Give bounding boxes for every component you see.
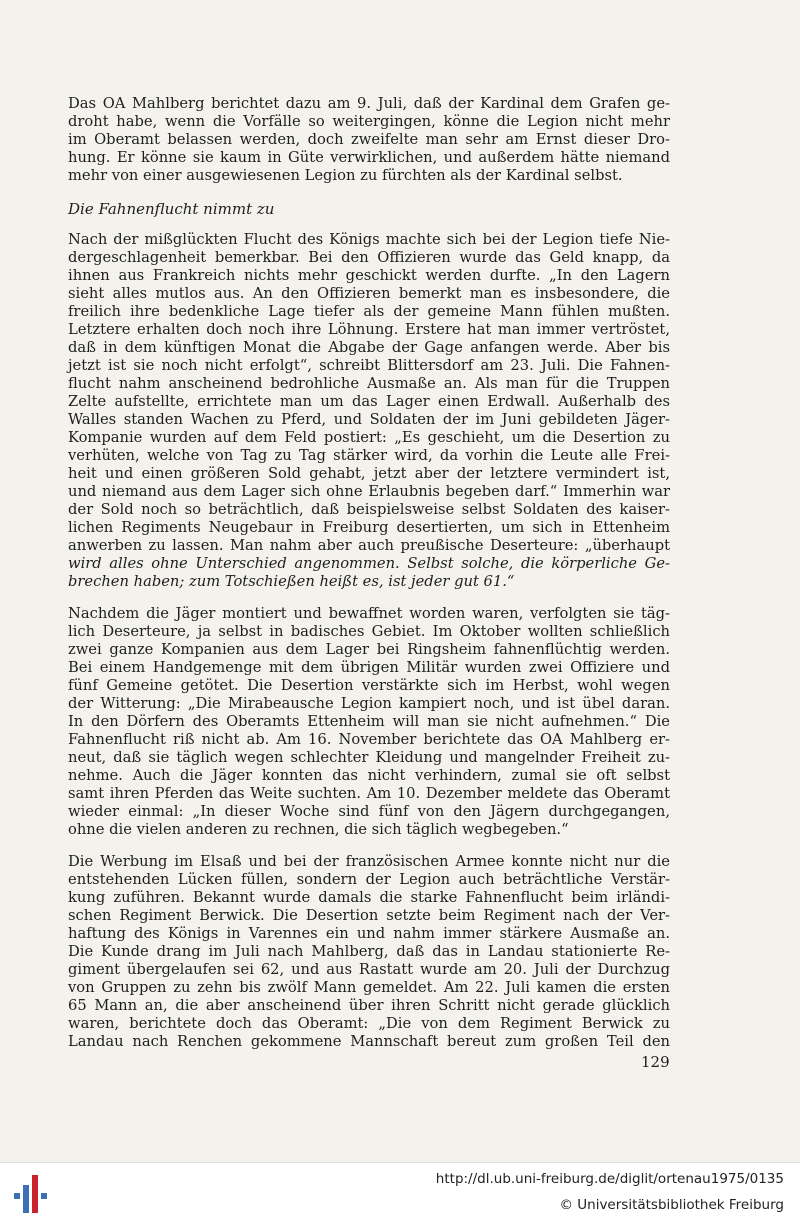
text-line: Zelte aufstellte, errichtete man um das Lager einen Erdwall. Außerhalb des (68, 393, 670, 410)
text-line: haftung des Königs in Varennes ein und nahm immer stärkere Ausmaße an. (68, 925, 670, 942)
text-line: giment übergelaufen sei 62, und aus Rastatt wurde am 20. Juli der Durchzug (68, 961, 670, 978)
text-line: entstehenden Lücken füllen, sondern der Legion auch beträchtliche Verstär- (68, 871, 670, 888)
text-line: flucht nahm anscheinend bedrohliche Ausmaße an. Als man für die Truppen (68, 375, 670, 392)
text-line: Bei einem Handgemenge mit dem übrigen Militär wurden zwei Offiziere und (68, 659, 670, 676)
text-line: brechen haben; zum Totschießen heißt es, ist jeder gut 61.“ (68, 573, 515, 590)
text-line: wieder einmal: „In dieser Woche sind fünf von den Jägern durchgegangen, (68, 803, 670, 820)
text-line: waren, berichtete doch das Oberamt: „Die von dem Regiment Berwick zu (68, 1015, 670, 1032)
text-line: Die Kunde drang im Juli nach Mahlberg, daß das in Landau stationierte Re- (68, 943, 670, 960)
text-line: hung. Er könne sie kaum in Güte verwirklichen, und außerdem hätte niemand (68, 149, 670, 166)
text-line: fünf Gemeine getötet. Die Desertion verstärkte sich im Herbst, wohl wegen (68, 677, 670, 694)
text-line: sieht alles mutlos aus. An den Offizieren bemerkt man es insbesondere, die (68, 285, 670, 302)
text-line: lichen Regiments Neugebaur in Freiburg desertierten, um sich in Ettenheim (68, 519, 670, 536)
footer-copyright: © Universitätsbibliothek Freiburg (559, 1197, 784, 1213)
text-line: Fahnenflucht riß nicht ab. Am 16. November berichtete das OA Mahlberg er- (68, 731, 670, 748)
text-line: neut, daß sie täglich wegen schlechter Kleidung und mangelnder Freiheit zu- (68, 749, 670, 766)
footer-bar (0, 1162, 800, 1221)
text-line: 65 Mann an, die aber anscheinend über ihren Schritt nicht gerade glücklich (68, 997, 670, 1014)
text-line: Walles standen Wachen zu Pferd, und Soldaten der im Juni gebildeten Jäger- (68, 411, 670, 428)
text-line: wird alles ohne Unterschied angenommen. Selbst solche, die körperliche Ge- (68, 555, 670, 572)
text-line: Kompanie wurden auf dem Feld postiert: „Es geschieht, um die Desertion zu (68, 429, 670, 446)
text-line: daß in dem künftigen Monat die Abgabe der Gage anfangen werde. Aber bis (68, 339, 670, 356)
text-line: freilich ihre bedenkliche Lage tiefer als der gemeine Mann fühlen mußten. (68, 303, 670, 320)
text-line: In den Dörfern des Oberamts Ettenheim will man sie nicht aufnehmen.“ Die (68, 713, 670, 730)
text-line: jetzt ist sie noch nicht erfolgt“, schreibt Blittersdorf am 23. Juli. Die Fahnen- (68, 357, 670, 374)
page-number: 129 (641, 1053, 670, 1071)
text-line: samt ihren Pferden das Weite suchten. Am 10. Dezember meldete das Oberamt (68, 785, 670, 802)
text-line: Die Werbung im Elsaß und bei der französischen Armee konnte nicht nur die (68, 853, 670, 870)
text-line: verhüten, welche von Tag zu Tag stärker wird, da vorhin die Leute alle Frei- (68, 447, 670, 464)
text-line: mehr von einer ausgewiesenen Legion zu fürchten als der Kardinal selbst. (68, 167, 623, 184)
text-line: dergeschlagenheit bemerkbar. Bei den Offizieren wurde das Geld knapp, da (68, 249, 670, 266)
text-line: der Witterung: „Die Mirabeausche Legion kampiert noch, und ist übel daran. (68, 695, 670, 712)
text-line: von Gruppen zu zehn bis zwölf Mann gemeldet. Am 22. Juli kamen die ersten (68, 979, 670, 996)
text-line: der Sold noch so beträchtlich, daß beispielsweise selbst Soldaten des kaiser- (68, 501, 670, 518)
text-line: zwei ganze Kompanien aus dem Lager bei Ringsheim fahnenflüchtig werden. (68, 641, 670, 658)
text-line: ohne die vielen anderen zu rechnen, die sich täglich wegbegeben.“ (68, 821, 569, 838)
text-line: ihnen aus Frankreich nichts mehr geschickt werden durfte. „In den Lagern (68, 267, 670, 284)
text-line: kung zuführen. Bekannt wurde damals die starke Fahnenflucht beim irländi- (68, 889, 670, 906)
text-line: Das OA Mahlberg berichtet dazu am 9. Juli, daß der Kardinal dem Grafen ge- (68, 95, 670, 112)
text-line: im Oberamt belassen werden, doch zweifelte man sehr am Ernst dieser Dro- (68, 131, 670, 148)
text-line: nehme. Auch die Jäger konnten das nicht verhindern, zumal sie oft selbst (68, 767, 670, 784)
section-heading: Die Fahnenflucht nimmt zu (68, 200, 275, 218)
text-line: Letztere erhalten doch noch ihre Löhnung. Erstere hat man immer vertröstet, (68, 321, 670, 338)
text-line: Nachdem die Jäger montiert und bewaffnet worden waren, verfolgten sie täg- (68, 605, 670, 622)
text-line: und niemand aus dem Lager sich ohne Erlaubnis begeben darf.“ Immerhin war (68, 483, 670, 500)
text-line: anwerben zu lassen. Man nahm aber auch preußische Deserteure: „überhaupt (68, 537, 670, 554)
text-line: Landau nach Renchen gekommene Mannschaft bereut zum großen Teil den (68, 1033, 670, 1050)
library-logo-icon (12, 1171, 52, 1213)
footer-url[interactable]: http://dl.ub.uni-freiburg.de/diglit/ortenau1975/0135 (435, 1171, 784, 1187)
text-line: schen Regiment Berwick. Die Desertion setzte beim Regiment nach der Ver- (68, 907, 670, 924)
text-line: lich Deserteure, ja selbst in badisches Gebiet. Im Oktober wollten schließlich (68, 623, 670, 640)
text-line: Nach der mißglückten Flucht des Königs machte sich bei der Legion tiefe Nie- (68, 231, 670, 248)
text-line: heit und einen größeren Sold gehabt, jetzt aber der letztere vermindert ist, (68, 465, 670, 482)
text-line: droht habe, wenn die Vorfälle so weitergingen, könne die Legion nicht mehr (68, 113, 670, 130)
